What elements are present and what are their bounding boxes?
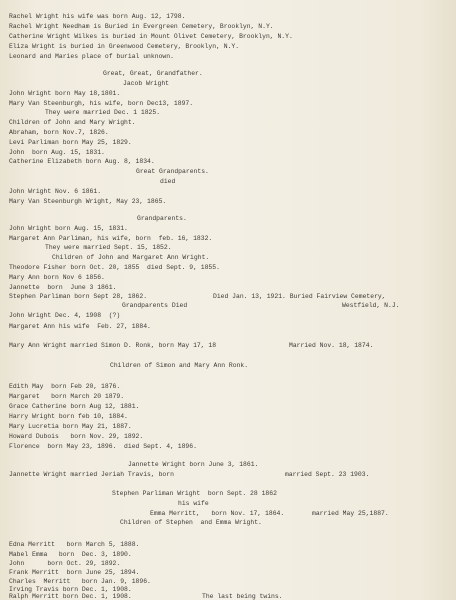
text-line: Edith May born Feb 20, 1876.	[9, 383, 121, 390]
text-line: John Wright Nov. 6 1861.	[9, 188, 102, 195]
section-subheading: Jacob Wright	[123, 80, 170, 87]
text-line: Howard Dubois born Nov. 29, 1892.	[9, 433, 144, 440]
text-line: Children of John and Mary Wright.	[9, 119, 136, 126]
text-line: John Wright born Aug. 15, 1831.	[9, 225, 128, 232]
text-line: Mary Ann born Nov 6 1856.	[9, 274, 105, 281]
section-heading: Great Grandparents.	[136, 168, 209, 175]
text-line: Children of John and Margaret Ann Wright.	[52, 254, 210, 261]
text-line: Frank Merritt born June 25, 1894.	[9, 569, 140, 576]
text-line: Stephen Parliman born Sept 28, 1862.	[9, 293, 148, 300]
text-line: Grace Catherine born Aug 12, 1881.	[9, 403, 140, 410]
text-line: Florence born May 23, 1896. died Sept. 4, 1896.	[9, 443, 197, 450]
text-line: Grandparents Died	[122, 302, 188, 309]
section-heading: Children of Simon and Mary Ann Ronk.	[110, 362, 249, 369]
text-line: Mary Van Steenburgh Wright, May 23, 1865.	[9, 198, 167, 205]
text-line: The last being twins.	[202, 593, 283, 600]
text-line: married May 25,1887.	[312, 510, 389, 517]
text-line: married Sept. 23 1903.	[285, 471, 370, 478]
text-line: Margaret Ann his wife Feb. 27, 1884.	[9, 323, 151, 330]
text-line: Mabel Emma born Dec. 3, 1890.	[9, 551, 132, 558]
text-line: Harry Wright born feb 10, 1884.	[9, 413, 128, 420]
section-heading: Great, Great, Grandfather.	[103, 70, 203, 77]
text-line: They were married Sept. 15, 1852.	[45, 244, 172, 251]
text-line: Margaret born March 20 1879.	[9, 393, 125, 400]
column-label: died	[160, 178, 176, 185]
text-line: Mary Ann Wright married Simon D. Ronk, born May 17, 18	[9, 342, 217, 349]
text-line: Married Nov. 18, 1874.	[289, 342, 374, 349]
text-line: John born Oct. 29, 1892.	[9, 560, 121, 567]
text-line: Ralph Merritt born Dec. 1, 1908.	[9, 593, 132, 600]
section-heading: Grandparents.	[137, 215, 187, 222]
text-line: Edna Merritt born March 5, 1888.	[9, 541, 140, 548]
text-line: Mary Van Steenburgh, his wife, born Dec13, 1897.	[9, 100, 194, 107]
text-line: Jannette Wright born June 3, 1861.	[128, 461, 259, 468]
text-line: Levi Parliman born May 25, 1829.	[9, 139, 132, 146]
text-line: Margaret Ann Parliman, his wife, born feb. 16, 1832.	[9, 235, 213, 242]
text-line: John Wright born May 18,1801.	[9, 90, 121, 97]
text-line: Jannette Wright married Jeriah Travis, born	[9, 471, 174, 478]
text-line: Mary Lucretia born May 21, 1887.	[9, 423, 132, 430]
text-line: Westfield, N.J.	[342, 302, 400, 309]
text-line: Leonard and Maries place of burial unknown.	[9, 53, 174, 60]
text-line: Catherine Wright Wilkes is buried in Mount Olivet Cemetery, Brooklyn, N.Y.	[9, 33, 293, 40]
text-line: Rachel Wright his wife was born Aug. 12, 1798.	[9, 13, 186, 20]
text-line: Emma Merritt, born Nov. 17, 1864.	[150, 510, 285, 517]
text-line: Theodore Fisher born Oct. 20, 1855 died Sept. 9, 1855.	[9, 264, 220, 271]
text-line: Catherine Elizabeth born Aug. 8, 1834.	[9, 158, 155, 165]
text-line: Stephen Parliman Wright born Sept. 28 1862	[112, 490, 277, 497]
text-line: Rachel Wright Needham is Buried in Evergreen Cemetery, Brooklyn, N.Y.	[9, 23, 274, 30]
text-line: Charles Merritt born Jan. 9, 1896.	[9, 578, 151, 585]
text-line: John Wright Dec. 4, 1908 (?)	[9, 312, 121, 319]
text-line: Abraham, born Nov.7, 1826.	[9, 129, 109, 136]
text-line: Died Jan. 13, 1921. Buried Fairview Cemetery,	[213, 293, 386, 300]
text-line: John born Aug. 15, 1831.	[9, 149, 105, 156]
text-line: They were married Dec. 1 1825.	[45, 109, 161, 116]
text-line: Eliza Wright is buried in Greenwood Cemetery, Brooklyn, N.Y.	[9, 43, 240, 50]
text-line: Irving Travis born Dec. 1, 1908.	[9, 586, 132, 593]
text-line: his wife	[178, 500, 209, 507]
text-line: Jannette born June 3 1861.	[9, 284, 117, 291]
text-line: Children of Stephen and Emma Wright.	[120, 519, 262, 526]
